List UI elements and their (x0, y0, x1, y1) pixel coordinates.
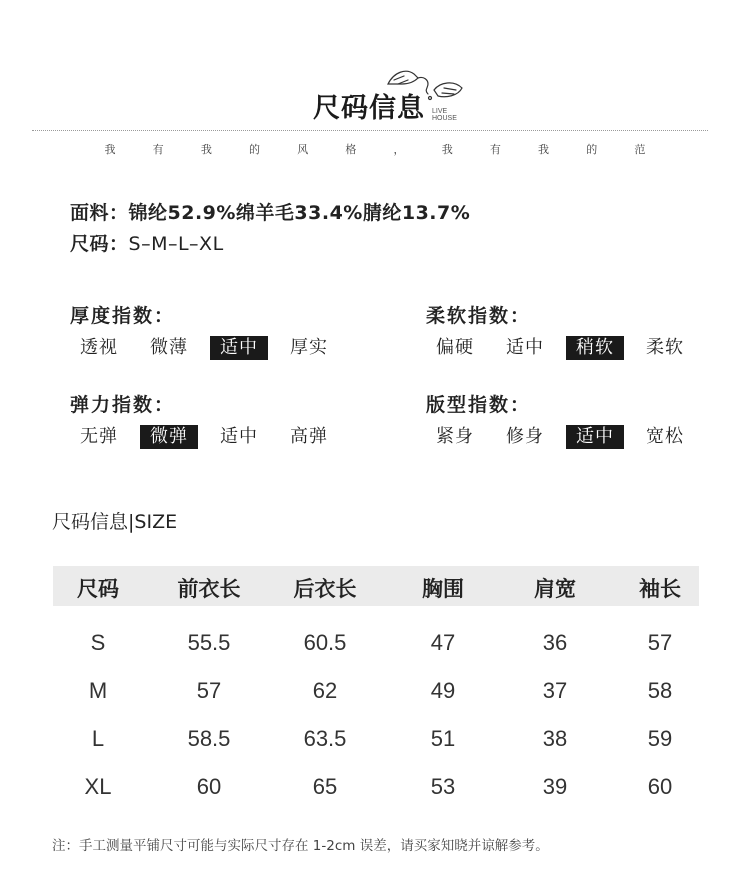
column-header: 前衣长 (177, 577, 241, 601)
live-house-logo: LIVE HOUSE (432, 108, 457, 122)
fabric-value: 锦纶52.9%绵羊毛33.4%腈纶13.7% (128, 202, 471, 224)
index-option: 厚实 (290, 337, 328, 358)
size-range-value: S–M–L–XL (128, 233, 224, 255)
table-cell: 58 (647, 678, 673, 703)
elasticity-index (70, 390, 350, 449)
index-title: 弹力指数： (70, 394, 176, 416)
measurement-note: 注：手工测量平铺尺寸可能与实际尺寸存在 1-2cm 误差，请买家知晓并谅解参考。 (52, 838, 549, 854)
table-cell: 62 (312, 678, 338, 703)
index-option: 适中 (506, 337, 544, 358)
column-header: 后衣长 (293, 577, 357, 601)
page-title: 尺码信息 (313, 93, 425, 124)
table-cell: 39 (542, 774, 568, 799)
slogan-char: ， (393, 143, 405, 156)
index-title: 柔软指数： (426, 305, 532, 327)
slogan-char: 格 (345, 143, 357, 156)
slogan-char: 我 (104, 143, 116, 156)
index-option-selected: 稍软 (566, 336, 624, 360)
column-header: 胸围 (422, 577, 464, 601)
table-cell: S (90, 630, 106, 655)
index-option: 无弹 (80, 426, 118, 447)
table-cell: M (88, 678, 108, 703)
slogan-char: 范 (634, 143, 646, 156)
size-range-label: 尺码： (70, 233, 129, 255)
table-cell: 49 (430, 678, 456, 703)
dotted-divider (32, 130, 708, 131)
table-cell: 57 (647, 630, 673, 655)
table-cell: 53 (430, 774, 456, 799)
index-option: 偏硬 (436, 337, 474, 358)
table-cell: 38 (542, 726, 568, 751)
index-option: 修身 (506, 426, 544, 447)
table-cell: XL (84, 774, 112, 799)
index-option: 微薄 (150, 337, 188, 358)
index-option: 柔软 (646, 337, 684, 358)
fabric-label: 面料： (70, 202, 129, 224)
slogan (100, 141, 650, 157)
fit-index (426, 390, 706, 449)
table-row (53, 678, 699, 708)
table-cell: 36 (542, 630, 568, 655)
softness-index (426, 301, 706, 360)
index-title: 版型指数： (426, 394, 532, 416)
column-header: 尺码 (77, 577, 119, 601)
slogan-char: 我 (538, 143, 550, 156)
index-option-selected: 微弹 (140, 425, 198, 449)
size-table-title: 尺码信息|SIZE (52, 511, 178, 533)
table-cell: L (91, 726, 105, 751)
table-cell: 59 (647, 726, 673, 751)
table-cell: 37 (542, 678, 568, 703)
table-row (53, 774, 699, 804)
table-cell: 58.5 (187, 726, 231, 751)
table-cell: 60.5 (303, 630, 347, 655)
slogan-char: 有 (489, 143, 501, 156)
slogan-char: 风 (297, 143, 309, 156)
slogan-char: 我 (441, 143, 453, 156)
column-header: 袖长 (639, 577, 681, 601)
table-header (53, 566, 699, 606)
index-option: 宽松 (646, 426, 684, 447)
index-option: 适中 (220, 426, 258, 447)
table-cell: 65 (312, 774, 338, 799)
table-cell: 47 (430, 630, 456, 655)
table-cell: 60 (196, 774, 222, 799)
index-option: 高弹 (290, 426, 328, 447)
slogan-char: 我 (200, 143, 212, 156)
table-cell: 63.5 (303, 726, 347, 751)
size-range-line (70, 229, 224, 256)
table-row (53, 630, 699, 660)
slogan-char: 有 (152, 143, 164, 156)
index-title: 厚度指数： (70, 305, 176, 327)
thickness-index (70, 301, 350, 360)
index-option-selected: 适中 (210, 336, 268, 360)
index-option: 透视 (80, 337, 118, 358)
table-cell: 60 (647, 774, 673, 799)
index-option: 紧身 (436, 426, 474, 447)
table-cell: 55.5 (187, 630, 231, 655)
column-header: 肩宽 (534, 577, 576, 601)
table-row (53, 726, 699, 756)
slogan-char: 的 (586, 143, 598, 156)
table-cell: 51 (430, 726, 456, 751)
slogan-char: 的 (249, 143, 261, 156)
fabric-line (70, 198, 470, 225)
table-cell: 57 (196, 678, 222, 703)
index-option-selected: 适中 (566, 425, 624, 449)
